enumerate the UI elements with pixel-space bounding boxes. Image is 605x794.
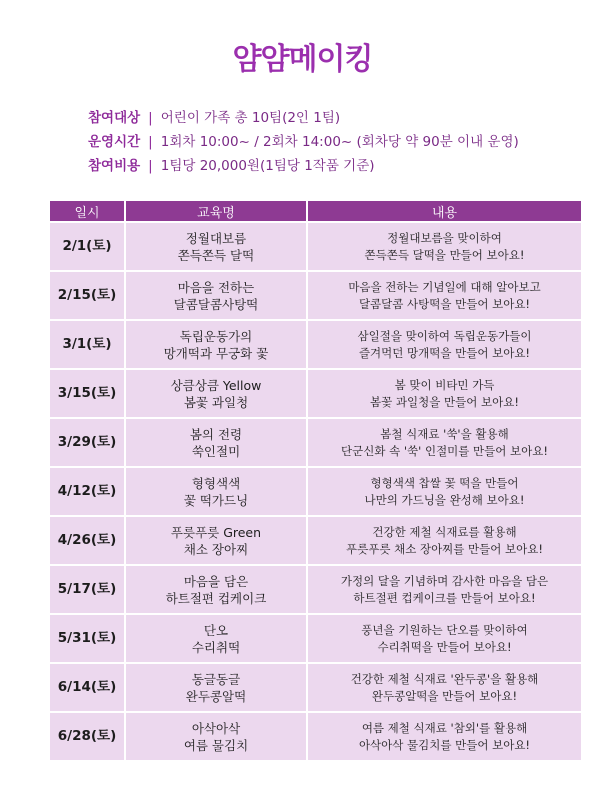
session-date: 5/17(토): [50, 566, 124, 613]
info-value: 1팀당 20,000원(1팀당 1작품 기준): [160, 158, 375, 174]
description-line: 정월대보름을 맞이하여: [387, 230, 502, 245]
description-line: 건강한 제철 식재료 '완두콩'을 활용해: [350, 671, 539, 686]
description-line: 단군신화 속 '쑥' 인절미를 만들어 보아요!: [341, 443, 548, 458]
description-line: 쫀득쫀득 달떡을 만들어 보아요!: [364, 247, 525, 262]
class-name-line: 독립운동가의: [179, 328, 253, 344]
class-name-line: 여름 물김치: [183, 737, 249, 753]
info-row-target: [88, 106, 519, 130]
info-label: 참여대상: [88, 110, 141, 126]
table-row: [50, 664, 581, 711]
session-date: 3/15(토): [50, 370, 124, 417]
class-description: [308, 615, 581, 662]
table-row: [50, 517, 581, 564]
table-row: [50, 272, 581, 319]
schedule-table: [48, 199, 583, 762]
class-name: [126, 566, 306, 613]
class-description: [308, 272, 581, 319]
program-info: [88, 106, 519, 178]
description-line: 아삭아삭 물김치를 만들어 보아요!: [358, 737, 531, 752]
class-name-line: 형형색색: [191, 475, 241, 491]
class-name-line: 정월대보름: [185, 230, 247, 246]
class-description: [308, 713, 581, 760]
session-date: 4/26(토): [50, 517, 124, 564]
class-description: [308, 321, 581, 368]
table-row: [50, 321, 581, 368]
class-description: [308, 468, 581, 515]
description-line: 완두콩알떡을 만들어 보아요!: [371, 688, 518, 703]
page-title: 얌얌메이킹: [232, 42, 373, 77]
class-name-line: 망개떡과 무궁화 꽃: [163, 345, 269, 361]
session-date: 3/29(토): [50, 419, 124, 466]
class-description: [308, 370, 581, 417]
info-label: 참여비용: [88, 158, 141, 174]
description-line: 하트절편 컵케이크를 만들어 보아요!: [353, 590, 536, 605]
info-label: 운영시간: [88, 134, 141, 150]
class-name-line: 상큼상큼 Yellow: [170, 377, 262, 393]
info-value: 어린이 가족 총 10팀(2인 1팀): [160, 110, 341, 126]
description-line: 가정의 달을 기념하며 감사한 마음을 담은: [340, 573, 549, 588]
info-row-fee: [88, 154, 519, 178]
class-description: [308, 517, 581, 564]
table-row: [50, 370, 581, 417]
description-line: 푸릇푸릇 채소 장아찌를 만들어 보아요!: [346, 541, 543, 556]
class-name: [126, 664, 306, 711]
table-header-row: [50, 201, 581, 221]
class-name: [126, 223, 306, 270]
table-row: [50, 566, 581, 613]
session-date: 4/12(토): [50, 468, 124, 515]
column-header-date: 일시: [50, 201, 124, 221]
description-line: 여름 제철 식재료 '참외'를 활용해: [361, 720, 528, 735]
column-header-content: 내용: [308, 201, 581, 221]
info-value: 1회차 10:00~ / 2회차 14:00~ (회차당 약 90분 이내 운영): [160, 134, 519, 150]
class-name: [126, 272, 306, 319]
description-line: 봄철 식재료 '쑥'을 활용해: [380, 426, 509, 441]
class-name-line: 꽃 떡가드닝: [183, 492, 249, 508]
class-name-line: 완두콩알떡: [185, 688, 247, 704]
table-row: [50, 223, 581, 270]
description-line: 풍년을 기원하는 단오를 맞이하여: [361, 622, 528, 637]
description-line: 형형색색 찹쌀 꽃 떡을 만들어: [370, 475, 519, 490]
description-line: 나만의 가드닝을 완성해 보아요!: [364, 492, 525, 507]
class-description: [308, 664, 581, 711]
class-description: [308, 419, 581, 466]
class-name: [126, 713, 306, 760]
description-line: 봄 맞이 비타민 가득: [394, 377, 495, 392]
description-line: 수리취떡을 만들어 보아요!: [377, 639, 512, 654]
table-row: [50, 468, 581, 515]
description-line: 마음을 전하는 기념일에 대해 알아보고: [348, 279, 541, 294]
column-header-name: 교육명: [126, 201, 306, 221]
session-date: 3/1(토): [50, 321, 124, 368]
class-name-line: 달콤달콤사탕떡: [173, 296, 259, 312]
class-name: [126, 370, 306, 417]
description-line: 건강한 제철 식재료를 활용해: [372, 524, 517, 539]
description-line: 봄꽃 과일청을 만들어 보아요!: [370, 394, 519, 409]
class-description: [308, 223, 581, 270]
class-name-line: 단오: [203, 622, 229, 638]
session-date: 5/31(토): [50, 615, 124, 662]
table-row: [50, 713, 581, 760]
session-date: 6/14(토): [50, 664, 124, 711]
class-name-line: 봄의 전령: [189, 426, 243, 442]
session-date: 6/28(토): [50, 713, 124, 760]
class-name-line: 쑥인절미: [191, 443, 241, 459]
class-name-line: 푸릇푸릇 Green: [170, 524, 262, 540]
class-name-line: 쫀득쫀득 달떡: [177, 247, 255, 263]
class-description: [308, 566, 581, 613]
session-date: 2/15(토): [50, 272, 124, 319]
class-name: [126, 517, 306, 564]
info-row-time: [88, 130, 519, 154]
class-name-line: 마음을 전하는: [177, 279, 255, 295]
table-row: [50, 419, 581, 466]
session-date: 2/1(토): [50, 223, 124, 270]
class-name-line: 동글동글: [191, 671, 241, 687]
class-name-line: 아삭아삭: [191, 720, 241, 736]
table-row: [50, 615, 581, 662]
class-name: [126, 419, 306, 466]
info-separator: |: [148, 110, 153, 126]
info-separator: |: [148, 134, 153, 150]
info-separator: |: [148, 158, 153, 174]
class-name-line: 채소 장아찌: [183, 541, 249, 557]
description-line: 삼일절을 맞이하여 독립운동가들이: [357, 328, 532, 343]
class-name: [126, 615, 306, 662]
class-name: [126, 468, 306, 515]
description-line: 달콤달콤 사탕떡을 만들어 보아요!: [358, 296, 531, 311]
class-name-line: 봄꽃 과일청: [183, 394, 249, 410]
class-name-line: 수리취떡: [191, 639, 241, 655]
class-name: [126, 321, 306, 368]
class-name-line: 마음을 담은: [183, 573, 249, 589]
class-name-line: 하트절편 컵케이크: [165, 590, 267, 606]
description-line: 즐겨먹던 망개떡을 만들어 보아요!: [358, 345, 531, 360]
